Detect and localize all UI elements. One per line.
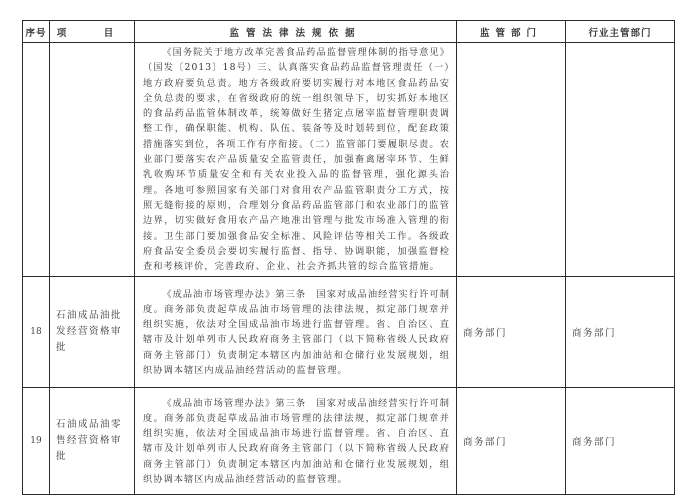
header-basis: 监管法律法规依据: [135, 21, 457, 43]
cell-regulator: [457, 43, 566, 277]
cell-item: 石油成品油零售经营资格审批: [50, 388, 135, 495]
cell-item: [50, 43, 135, 277]
cell-industry-dept: 商务部门: [566, 277, 675, 388]
regulation-table: [22, 20, 675, 495]
basis-text: 《成品油市场管理办法》第三条 国家对成品油经营实行许可制度。商务部负责起草成品油市场管理的法律法规，拟定部门规章并组织实施，依法对全国成品油市场进行监督管理。省、自治区、直辖市及计划单列市人民政府商务主管部门（以下简称省级人民政府商务主管部门）负责制定本辖区内加油站和仓储行业发展规划，组织协调本辖区内成品油经营活动的监督管理。: [143, 397, 450, 486]
cell-regulator: 商务部门: [457, 388, 566, 495]
cell-industry-dept: [566, 43, 675, 277]
cell-industry-dept: 商务部门: [566, 388, 675, 495]
cell-basis: [135, 388, 457, 495]
table-row: [23, 43, 675, 277]
basis-text: 《国务院关于地方改革完善食品药品监督管理体制的指导意见》（国发〔2013〕18号）三、认真落实食品药品监督管理责任（一）地方政府要负总责。地方各级政府要切实履行对本地区食品药品安全负总责的要求，在省级政府的统一组织领导下，切实抓好本地区的食品药品监管体制改革，统筹做好生猪定点屠宰监督管理职责调整工作，确保职能、机构、队伍、装备等及时划转到位，配套政策措施落实到位，各项工作有序衔接。（二）监管部门要履职尽责。农业部门要落实农产品质量安全监管责任，加强畜禽屠宰环节、生鲜乳收购环节质量安全和有关农业投入品的监督管理，强化源头治理。各地可参照国家有关部门对食用农产品监管职责分工方式，按照无缝衔接的原则，合理划分食品药品监管部门和农业部门的监管边界，切实做好食用农产品产地准出管理与批发市场准入管理的衔接。卫生部门要加强食品安全标准、风险评估等相关工作。各级政府食品安全委员会要切实履行监督、指导、协调职能，加强监督检查和考核评价，完善政府、企业、社会齐抓共管的综合监管措施。: [143, 47, 450, 273]
cell-basis: [135, 43, 457, 277]
header-regulator: 监管部门: [457, 21, 566, 43]
basis-text: 《成品油市场管理办法》第三条 国家对成品油经营实行许可制度。商务部负责起草成品油市场管理的法律法规，拟定部门规章并组织实施，依法对全国成品油市场进行监督管理。省、自治区、直辖市及计划单列市人民政府商务主管部门（以下简称省级人民政府商务主管部门）负责制定本辖区内加油站和仓储行业发展规划，组织协调本辖区内成品油经营活动的监督管理。: [143, 288, 450, 377]
header-item: 项 目: [50, 21, 135, 43]
cell-regulator: 商务部门: [457, 277, 566, 388]
cell-seq: 18: [23, 277, 50, 388]
table-row: [23, 277, 675, 388]
header-seq: 序号: [23, 21, 50, 43]
header-industry-dept: 行业主管部门: [566, 21, 675, 43]
cell-seq: [23, 43, 50, 277]
table-row: [23, 388, 675, 495]
cell-item: 石油成品油批发经营资格审批: [50, 277, 135, 388]
cell-seq: 19: [23, 388, 50, 495]
cell-basis: [135, 277, 457, 388]
table-header-row: [23, 21, 675, 43]
